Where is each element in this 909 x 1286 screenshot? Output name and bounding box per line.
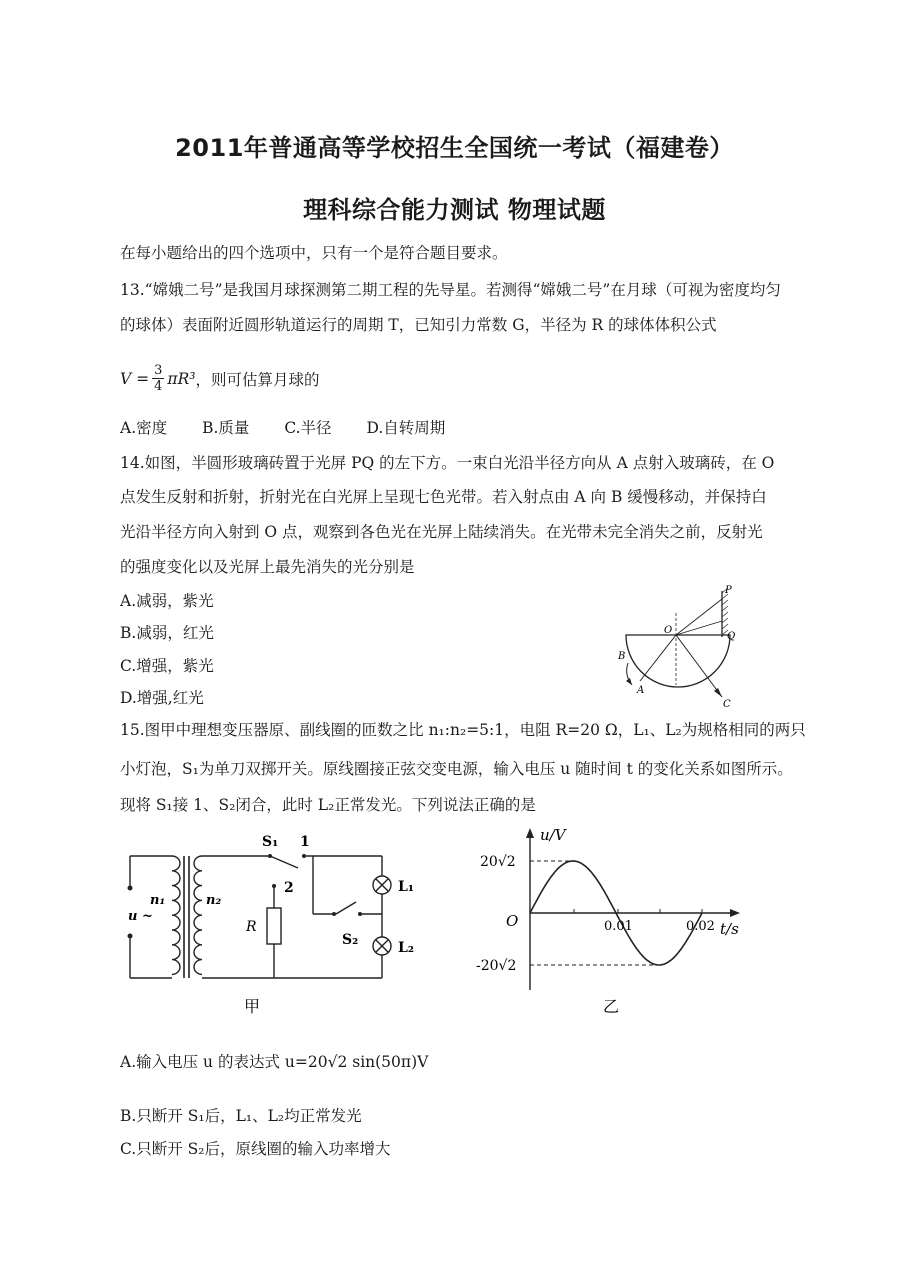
label-b: B [618, 651, 626, 662]
primary-coil [172, 856, 180, 974]
formula-rhs: πR³ [167, 369, 196, 388]
y-axis-arrow [526, 828, 534, 838]
label-l2: L₂ [398, 940, 414, 956]
x-tick-label-1: 0.01 [604, 919, 633, 934]
q13-line1: 13.“嫦娥二号”是我国月球探测第二期工程的先导星。若测得“嫦娥二号”在月球（可视为密度均匀 [120, 281, 781, 299]
page-title: 2011年普通高等学校招生全国统一考试（福建卷） [175, 134, 734, 162]
switch-s2-pivot [332, 912, 336, 916]
q14-option-a[interactable]: A.减弱，紫光 [120, 592, 214, 610]
x-axis-label: t/s [720, 920, 739, 938]
y-min-label: -20√2 [476, 958, 517, 974]
formula-fraction [152, 363, 164, 394]
switch-s1-blade [270, 856, 298, 868]
switch-s1-contact2 [272, 884, 276, 888]
q15-option-c[interactable]: C.只断开 S₂后，原线圈的输入功率增大 [120, 1140, 391, 1158]
q14-option-d[interactable]: D.增强,红光 [120, 689, 204, 707]
reflected-ray [676, 635, 722, 697]
q13-line3: ，则可估算月球的 [195, 370, 320, 389]
option-c[interactable]: C.半径 [284, 419, 332, 437]
resistor-r [267, 908, 281, 944]
glass-prism-figure [610, 585, 760, 710]
caption-yi: 乙 [603, 997, 620, 1016]
fraction-numerator: 3 [154, 363, 163, 378]
reflected-arrow [714, 688, 722, 697]
label-s1: S₁ [262, 834, 279, 850]
label-pos2: 2 [284, 880, 294, 896]
voltage-graph [470, 820, 750, 1020]
label-pos1: 1 [300, 834, 310, 850]
label-o: O [664, 625, 673, 636]
terminal-bottom [128, 934, 133, 939]
label-l1: L₁ [398, 879, 414, 895]
q14-option-b[interactable]: B.减弱，红光 [120, 624, 214, 642]
circuit-diagram [120, 828, 430, 1018]
q14-line1: 14.如图，半圆形玻璃砖置于光屏 PQ 的左下方。一束白光沿半径方向从 A 点射入玻璃砖，在 O [120, 454, 775, 472]
option-a[interactable]: A.密度 [120, 419, 168, 437]
label-p: P [725, 585, 732, 596]
q14-line4: 的强度变化以及光屏上最先消失的光分别是 [120, 558, 415, 576]
q15-line3: 现将 S₁接 1、S₂闭合，此时 L₂正常发光。下列说法正确的是 [120, 796, 536, 814]
switch-s2-contact [358, 912, 362, 916]
refracted-ray-1 [676, 599, 722, 635]
x-tick-label-2: 0.02 [686, 919, 715, 934]
movement-arrowhead [626, 678, 632, 685]
caption-jia: 甲 [244, 997, 261, 1016]
fraction-denominator: 4 [154, 379, 163, 394]
y-axis-label: u/V [540, 826, 566, 844]
label-n1: n₁ [150, 893, 166, 908]
y-max-label: 20√2 [480, 854, 516, 870]
switch-s1-pivot [268, 854, 272, 858]
origin-label: O [506, 912, 519, 930]
option-b[interactable]: B.质量 [202, 419, 250, 437]
q15-option-a[interactable]: A.输入电压 u 的表达式 u=20√2 sin(50π)V [120, 1053, 429, 1071]
q13-line2: 的球体）表面附近圆形轨道运行的周期 T，已知引力常数 G，半径为 R 的球体体积公式 [120, 316, 717, 334]
label-c: C [723, 699, 731, 710]
formula-lhs: V = [120, 369, 150, 388]
q13-formula [120, 363, 319, 394]
incident-ray [640, 635, 676, 681]
q15-line2: 小灯泡，S₁为单刀双掷开关。原线圈接正弦交变电源，输入电压 u 随时间 t 的变化关系如图所示。 [120, 760, 793, 778]
label-s2: S₂ [342, 932, 359, 948]
label-a: A [637, 685, 645, 696]
secondary-coil [194, 856, 202, 974]
label-u: u ~ [128, 909, 153, 924]
x-axis-arrow [730, 909, 740, 917]
switch-s2-blade [336, 902, 356, 914]
q13-options [120, 416, 445, 438]
page-subtitle: 理科综合能力测试 物理试题 [303, 196, 606, 224]
q15-option-b[interactable]: B.只断开 S₁后，L₁、L₂均正常发光 [120, 1107, 362, 1125]
label-r: R [246, 919, 257, 935]
switch-s1-contact1 [302, 854, 306, 858]
refracted-ray-2 [676, 621, 722, 635]
q14-line2: 点发生反射和折射，折射光在白光屏上呈现七色光带。若入射点由 A 向 B 缓慢移动，并保持白 [120, 488, 767, 506]
q14-line3: 光沿半径方向入射到 O 点，观察到各色光在光屏上陆续消失。在光带未完全消失之前，反射光 [120, 523, 763, 541]
q15-line1: 15.图甲中理想变压器原、副线圈的匝数之比 n₁:n₂=5:1，电阻 R=20 Ω，L₁、L₂为规格相同的两只 [120, 721, 806, 739]
terminal-top [128, 886, 133, 891]
q14-option-c[interactable]: C.增强，紫光 [120, 657, 214, 675]
option-d[interactable]: D.自转周期 [366, 419, 446, 437]
label-q: Q [727, 631, 736, 642]
instruction-text: 在每小题给出的四个选项中，只有一个是符合题目要求。 [120, 244, 508, 262]
label-n2: n₂ [206, 893, 222, 908]
